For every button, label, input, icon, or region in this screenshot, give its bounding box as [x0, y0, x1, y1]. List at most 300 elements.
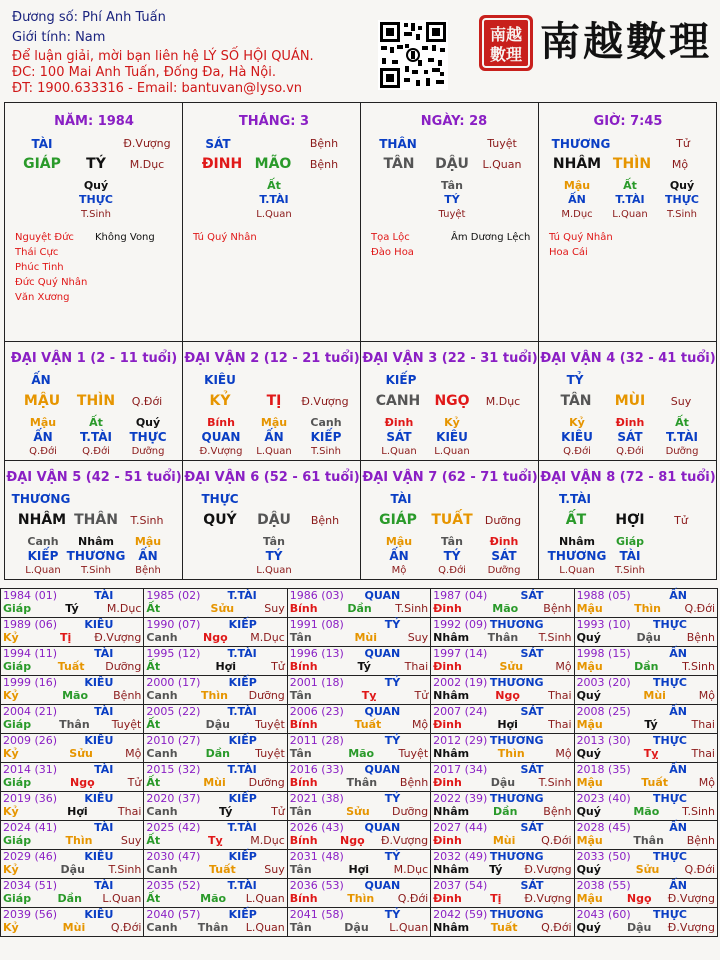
hidden-stem: Ất	[267, 179, 281, 192]
annual-ten-god: ẤN	[669, 705, 687, 718]
ten-god: SÁT	[205, 137, 231, 151]
hidden-stem: Ất	[89, 416, 103, 429]
heavenly-stem: ẤT	[565, 512, 587, 528]
annual-cell	[1, 676, 144, 705]
year-age: 2040 (57)	[146, 908, 201, 921]
annual-ten-god: SÁT	[520, 879, 544, 892]
annual-branch: Thìn	[497, 747, 525, 760]
annual-ten-god: KIẾP	[228, 908, 257, 921]
annual-life-stage: Tử	[127, 776, 142, 789]
annual-table	[0, 588, 718, 937]
annual-branch: Tuất	[354, 718, 382, 731]
annual-row	[1, 705, 718, 734]
annual-branch: Dần	[205, 747, 230, 760]
annual-life-stage: M.Dục	[106, 602, 142, 615]
annual-life-stage: Thai	[548, 689, 572, 702]
heavenly-stem: CANH	[375, 393, 421, 409]
hidden-life-stage: Dưỡng	[665, 446, 699, 457]
ten-god: KIÊU	[204, 373, 236, 387]
year-age: 1998 (15)	[576, 647, 631, 660]
annual-life-stage: Dưỡng	[105, 660, 142, 673]
annual-row	[1, 618, 718, 647]
hidden-life-stage: T.Sinh	[311, 446, 341, 457]
hidden-stem: Giáp	[615, 535, 645, 548]
hidden-life-stage: T.Sinh	[667, 209, 697, 220]
dai-van-title: ĐẠI VẬN 3 (22 - 31 tuổi)	[362, 351, 538, 366]
ten-god: TÀI	[390, 492, 412, 506]
annual-life-stage: Suy	[264, 602, 285, 615]
annual-cell	[1, 821, 144, 850]
annual-ten-god: THƯƠNG	[489, 792, 544, 805]
brand-title: 南越數理	[540, 18, 712, 65]
stem-life-stage: Tử	[676, 137, 690, 150]
annual-ten-god: ẤN	[669, 589, 687, 602]
annual-ten-god: SÁT	[520, 763, 544, 776]
annual-stem: Quý	[576, 805, 601, 818]
seal-text-top: 南越	[489, 25, 523, 44]
year-age: 2027 (44)	[433, 821, 488, 834]
annual-row	[1, 792, 718, 821]
annual-branch: Sửu	[499, 660, 524, 673]
year-age: 1991 (08)	[289, 618, 344, 631]
annual-cell	[574, 618, 717, 647]
annual-ten-god: QUAN	[364, 589, 401, 602]
year-age: 2001 (18)	[289, 676, 344, 689]
annual-ten-god: KIẾP	[228, 734, 257, 747]
year-age: 2006 (23)	[289, 705, 344, 718]
annual-ten-god: KIÊU	[84, 618, 114, 631]
annual-ten-god: KIÊU	[84, 850, 114, 863]
annual-cell	[1, 647, 144, 676]
qr-code-icon	[378, 20, 448, 90]
annual-ten-god: TỶ	[384, 908, 401, 921]
annual-ten-god: KIÊU	[84, 792, 114, 805]
annual-row	[1, 647, 718, 676]
annual-cell	[287, 908, 430, 937]
hidden-stem: Quý	[135, 416, 161, 429]
annual-branch: Dậu	[626, 921, 652, 934]
annual-cell	[1, 850, 144, 879]
year-age: 2033 (50)	[576, 850, 631, 863]
annual-stem: Nhâm	[433, 863, 470, 876]
annual-branch: Thân	[633, 834, 664, 847]
annual-stem: Tân	[289, 631, 312, 644]
year-age: 2043 (60)	[576, 908, 631, 921]
annual-stem: Giáp	[3, 718, 32, 731]
annual-row	[1, 850, 718, 879]
annual-cell	[431, 850, 574, 879]
hidden-ten-god: THỰC	[665, 193, 699, 206]
star-neutral: Âm Dương Lệch	[451, 232, 531, 243]
hidden-ten-god: KIẾP	[27, 549, 59, 563]
year-age: 2010 (27)	[146, 734, 201, 747]
dai-van-title: ĐẠI VẬN 2 (12 - 21 tuổi)	[184, 351, 360, 366]
annual-stem: Bính	[289, 602, 318, 615]
hidden-ten-god: TÀI	[619, 549, 641, 563]
annual-branch: Tỵ	[643, 747, 659, 760]
annual-ten-god: T.TÀI	[227, 647, 257, 660]
annual-ten-god: THƯƠNG	[489, 676, 544, 689]
annual-ten-god: TỶ	[384, 850, 401, 863]
hidden-stem: Nhâm	[78, 535, 114, 548]
annual-life-stage: Bệnh	[543, 805, 572, 818]
annual-life-stage: Bệnh	[399, 776, 429, 789]
heavenly-stem: NHÂM	[17, 512, 67, 528]
annual-row	[1, 589, 718, 618]
annual-ten-god: T.TÀI	[227, 879, 257, 892]
annual-stem: Bính	[289, 776, 318, 789]
dai-van-title: ĐẠI VẬN 7 (62 - 71 tuổi)	[362, 470, 538, 485]
pillar-cell	[183, 103, 361, 342]
annual-stem: Đinh	[433, 776, 462, 789]
annual-stem: Kỷ	[3, 631, 19, 644]
annual-stem: Quý	[576, 863, 601, 876]
year-age: 1994 (11)	[3, 647, 58, 660]
annual-stem: Canh	[146, 921, 178, 934]
annual-branch: Mão	[200, 892, 227, 905]
annual-ten-god: TÀI	[94, 705, 114, 718]
hidden-life-stage: T.Sinh	[81, 565, 111, 576]
dai-van-cell	[361, 342, 539, 461]
hidden-ten-god: KIẾP	[310, 430, 342, 444]
year-age: 1995 (12)	[146, 647, 201, 660]
annual-cell	[431, 676, 574, 705]
annual-stem: Tân	[289, 689, 312, 702]
earthly-branch: THÌN	[612, 156, 652, 172]
annual-branch: Ngọ	[70, 776, 95, 789]
annual-cell	[431, 734, 574, 763]
annual-stem: Mậu	[576, 660, 603, 673]
year-age: 2031 (48)	[289, 850, 344, 863]
year-age: 1987 (04)	[433, 589, 488, 602]
dai-van-title: ĐẠI VẬN 6 (52 - 61 tuổi)	[184, 470, 360, 485]
annual-life-stage: T.Sinh	[395, 602, 429, 615]
annual-stem: Canh	[146, 631, 178, 644]
annual-cell	[574, 676, 717, 705]
annual-stem: Giáp	[3, 660, 32, 673]
year-age: 2003 (20)	[576, 676, 631, 689]
annual-stem: Đinh	[433, 892, 462, 905]
annual-life-stage: M.Dục	[250, 834, 285, 847]
annual-cell	[287, 647, 430, 676]
annual-cell	[431, 763, 574, 792]
earthly-branch: DẬU	[435, 156, 469, 172]
branch-life-stage: Bệnh	[310, 514, 340, 527]
annual-cell	[144, 734, 287, 763]
annual-life-stage: Tuyệt	[255, 747, 285, 760]
annual-stem: Đinh	[433, 718, 462, 731]
ten-god: ẤN	[31, 373, 51, 387]
hidden-life-stage: M.Dục	[561, 209, 593, 220]
year-age: 2024 (41)	[3, 821, 58, 834]
branch-life-stage: Bệnh	[309, 158, 339, 171]
hidden-ten-god: ẤN	[264, 430, 284, 444]
annual-ten-god: QUAN	[364, 821, 401, 834]
header	[0, 0, 720, 100]
annual-ten-god: THỰC	[653, 792, 687, 805]
annual-stem: Kỷ	[3, 747, 19, 760]
annual-stem: Quý	[576, 747, 601, 760]
annual-life-stage: Tuyệt	[255, 718, 285, 731]
seal-text-bottom: 數理	[489, 45, 523, 64]
annual-branch: Sửu	[346, 805, 370, 818]
annual-life-stage: M.Dục	[393, 863, 429, 876]
annual-stem: Mậu	[576, 602, 603, 615]
earthly-branch: HỢI	[615, 512, 645, 528]
annual-life-stage: Bệnh	[113, 689, 142, 702]
annual-branch: Mão	[492, 602, 519, 615]
annual-branch: Tỵ	[208, 834, 223, 847]
dai-van-cell	[361, 461, 539, 579]
year-age: 2029 (46)	[3, 850, 58, 863]
dai-van-cell	[183, 461, 361, 579]
annual-ten-god: SÁT	[520, 705, 544, 718]
annual-stem: Kỷ	[3, 805, 19, 818]
annual-branch: Hợi	[348, 863, 369, 876]
annual-ten-god: QUAN	[364, 705, 401, 718]
annual-branch: Dậu	[490, 776, 516, 789]
annual-ten-god: KIÊU	[84, 734, 114, 747]
pillar-title: GIỜ: 7:45	[593, 114, 663, 129]
annual-branch: Dần	[493, 805, 518, 818]
annual-cell	[574, 850, 717, 879]
year-age: 2036 (53)	[289, 879, 344, 892]
annual-ten-god: SÁT	[520, 821, 544, 834]
annual-branch: Tý	[489, 863, 503, 876]
annual-ten-god: ẤN	[669, 647, 687, 660]
annual-life-stage: L.Quan	[245, 892, 285, 905]
heavenly-stem: QUÝ	[203, 512, 237, 528]
annual-cell	[574, 763, 717, 792]
annual-ten-god: T.TÀI	[227, 763, 257, 776]
year-age: 2023 (40)	[576, 792, 631, 805]
annual-branch: Mão	[62, 689, 89, 702]
annual-cell	[144, 589, 287, 618]
year-age: 2013 (30)	[576, 734, 631, 747]
hidden-ten-god: ẤN	[389, 549, 409, 563]
annual-stem: Ất	[146, 776, 161, 789]
annual-cell	[287, 589, 430, 618]
annual-stem: Nhâm	[433, 747, 470, 760]
annual-life-stage: Đ.Vượng	[667, 892, 715, 905]
hidden-stem: Mậu	[134, 535, 162, 548]
hidden-ten-god: TÝ	[443, 549, 461, 563]
annual-cell	[431, 647, 574, 676]
annual-ten-god: T.TÀI	[227, 589, 257, 602]
hidden-ten-god: TÝ	[265, 549, 283, 563]
annual-cell	[1, 879, 144, 908]
annual-ten-god: T.TÀI	[227, 705, 257, 718]
year-age: 2032 (49)	[433, 850, 488, 863]
hidden-ten-god: T.TÀI	[80, 430, 112, 444]
hidden-ten-god: QUAN	[201, 430, 241, 444]
annual-ten-god: QUAN	[364, 647, 401, 660]
annual-branch: Thìn	[634, 602, 662, 615]
annual-life-stage: Mộ	[125, 747, 142, 760]
annual-branch: Mùi	[203, 776, 226, 789]
annual-ten-god: TÀI	[94, 763, 114, 776]
annual-stem: Giáp	[3, 892, 32, 905]
year-age: 1985 (02)	[146, 589, 201, 602]
annual-branch: Tuất	[490, 921, 518, 934]
annual-row	[1, 676, 718, 705]
branch-life-stage: L.Quan	[482, 158, 522, 171]
annual-life-stage: Q.Đới	[541, 834, 572, 847]
annual-ten-god: ẤN	[669, 763, 687, 776]
annual-branch: Tị	[490, 892, 502, 905]
pillar-cell	[361, 103, 539, 342]
hidden-life-stage: L.Quan	[256, 446, 292, 457]
annual-life-stage: T.Sinh	[682, 805, 715, 818]
annual-ten-god: KIẾP	[228, 618, 257, 631]
annual-ten-god: T.TÀI	[227, 821, 257, 834]
hidden-stem: Quý	[83, 179, 109, 192]
hidden-stem: Tân	[263, 535, 285, 548]
branch-life-stage: T.Sinh	[130, 514, 164, 527]
annual-branch: Tỵ	[361, 689, 377, 702]
branch-life-stage: Mộ	[671, 158, 689, 171]
annual-branch: Tuất	[208, 863, 236, 876]
annual-stem: Canh	[146, 747, 178, 760]
annual-stem: Tân	[289, 747, 312, 760]
earthly-branch: MÙI	[614, 393, 646, 409]
client-name: Đương số: Phí Anh Tuấn	[12, 10, 166, 25]
annual-stem: Quý	[576, 689, 601, 702]
annual-cell	[287, 792, 430, 821]
hidden-ten-god: THƯƠNG	[66, 549, 126, 563]
hidden-ten-god: THƯƠNG	[547, 549, 607, 563]
annual-stem: Tân	[289, 863, 312, 876]
annual-life-stage: Mộ	[555, 660, 572, 673]
annual-stem: Đinh	[433, 660, 462, 673]
annual-ten-god: TÀI	[94, 821, 114, 834]
annual-life-stage: Thai	[691, 718, 715, 731]
annual-stem: Bính	[289, 660, 318, 673]
annual-row	[1, 879, 718, 908]
annual-ten-god: KIÊU	[84, 908, 114, 921]
year-age: 1999 (16)	[3, 676, 58, 689]
branch-life-stage: Dưỡng	[484, 514, 522, 527]
year-age: 2008 (25)	[576, 705, 631, 718]
annual-life-stage: Tuyệt	[398, 747, 429, 760]
year-age: 1988 (05)	[576, 589, 631, 602]
annual-life-stage: Thai	[548, 718, 572, 731]
red-seal-logo	[478, 14, 534, 72]
annual-branch: Sửu	[635, 863, 660, 876]
hidden-life-stage: L.Quan	[381, 446, 417, 457]
annual-ten-god: KIẾP	[228, 676, 257, 689]
hidden-life-stage: Dưỡng	[487, 565, 521, 576]
ten-god: KIẾP	[385, 373, 417, 387]
heavenly-stem: GIÁP	[23, 156, 61, 172]
branch-life-stage: Q.Đới	[131, 395, 163, 408]
annual-cell	[287, 821, 430, 850]
year-age: 1984 (01)	[3, 589, 58, 602]
phone-email-line: ĐT: 1900.633316 - Email: bantuvan@lyso.vn	[12, 81, 303, 96]
hidden-life-stage: L.Quan	[256, 209, 292, 220]
annual-branch: Sửu	[69, 747, 93, 760]
year-age: 2005 (22)	[146, 705, 201, 718]
star-good: Phúc Tinh	[15, 262, 64, 273]
annual-cell	[431, 589, 574, 618]
annual-life-stage: Thai	[117, 805, 142, 818]
heavenly-stem: NHÂM	[552, 156, 602, 172]
annual-cell	[431, 821, 574, 850]
annual-life-stage: Suy	[264, 863, 285, 876]
annual-cell	[1, 589, 144, 618]
annual-cell	[574, 647, 717, 676]
dai-van-title: ĐẠI VẬN 4 (32 - 41 tuổi)	[540, 351, 716, 366]
ten-god: TÀI	[31, 137, 53, 151]
hidden-life-stage: Tuyệt	[438, 209, 466, 220]
annual-life-stage: Tử	[414, 689, 429, 702]
hidden-life-stage: Q.Đới	[438, 565, 466, 576]
year-age: 2000 (17)	[146, 676, 201, 689]
annual-stem: Nhâm	[433, 805, 470, 818]
annual-life-stage: Bệnh	[686, 834, 715, 847]
dai-van-cell	[5, 461, 183, 579]
hidden-stem: Tân	[441, 535, 463, 548]
year-age: 2016 (33)	[289, 763, 344, 776]
annual-life-stage: Thai	[691, 747, 715, 760]
annual-cell	[574, 589, 717, 618]
annual-stem: Ất	[146, 718, 161, 731]
year-age: 2014 (31)	[3, 763, 58, 776]
annual-branch: Hợi	[497, 718, 518, 731]
annual-life-stage: L.Quan	[102, 892, 142, 905]
annual-life-stage: M.Dục	[250, 631, 285, 644]
annual-ten-god: KIẾP	[228, 792, 257, 805]
annual-cell	[574, 705, 717, 734]
star-good: Văn Xương	[15, 292, 70, 303]
earthly-branch: TỊ	[266, 393, 282, 409]
annual-branch: Ngọ	[495, 689, 520, 702]
year-age: 1986 (03)	[289, 589, 344, 602]
annual-branch: Thìn	[201, 689, 228, 702]
year-age: 2002 (19)	[433, 676, 488, 689]
hidden-ten-god: KIÊU	[436, 430, 468, 444]
annual-branch: Tý	[357, 660, 371, 673]
hidden-life-stage: L.Quan	[559, 565, 595, 576]
stem-life-stage: Đ.Vượng	[123, 137, 171, 150]
year-age: 2011 (28)	[289, 734, 344, 747]
star-good: Tú Quý Nhân	[193, 232, 257, 243]
annual-ten-god: ẤN	[669, 879, 687, 892]
annual-cell	[1, 734, 144, 763]
dai-van-title: ĐẠI VẬN 8 (72 - 81 tuổi)	[540, 470, 716, 485]
annual-life-stage: Đ.Vượng	[524, 892, 572, 905]
hidden-ten-god: ẤN	[568, 193, 586, 206]
hidden-life-stage: L.Quan	[25, 565, 61, 576]
annual-cell	[287, 676, 430, 705]
year-age: 2004 (21)	[3, 705, 58, 718]
annual-ten-god: TỶ	[384, 734, 401, 747]
annual-ten-god: THƯƠNG	[489, 850, 544, 863]
hidden-stem: Kỷ	[569, 416, 585, 429]
annual-cell	[144, 676, 287, 705]
annual-branch: Ngọ	[340, 834, 365, 847]
annual-stem: Quý	[576, 921, 601, 934]
annual-ten-god: THỰC	[653, 618, 687, 631]
hidden-stem: Canh	[27, 535, 59, 548]
hidden-life-stage: L.Quan	[612, 209, 648, 220]
annual-life-stage: Mộ	[555, 747, 572, 760]
heavenly-stem: KỶ	[209, 393, 231, 409]
year-age: 2028 (45)	[576, 821, 631, 834]
annual-life-stage: Q.Đới	[397, 892, 429, 905]
annual-life-stage: Đ.Vượng	[94, 631, 142, 644]
hidden-stem: Kỷ	[444, 416, 460, 429]
